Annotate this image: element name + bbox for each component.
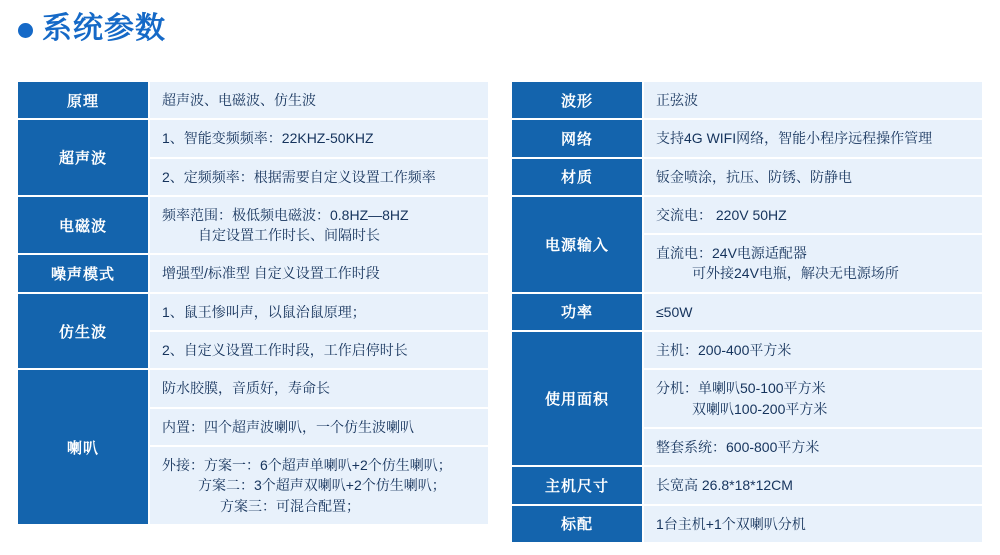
spec-cell-line: 方案二：3个超声双喇叭+2个仿生喇叭；	[198, 477, 446, 494]
spec-cell-line: 1、鼠王惨叫声，以鼠治鼠原理；	[162, 303, 366, 320]
spec-cell-line: 自定设置工作时长、间隔时长	[198, 227, 380, 244]
spec-cell-line: 外接：方案一：6个超声单喇叭+2个仿生喇叭；	[162, 456, 452, 473]
spec-row	[512, 197, 982, 294]
spec-cell-line: 交流电： 220V 50HZ	[656, 206, 787, 223]
spec-cell	[644, 120, 982, 156]
spec-row-cells	[644, 506, 982, 542]
spec-cell	[150, 370, 488, 408]
spec-row	[18, 120, 488, 197]
spec-row	[512, 467, 982, 505]
spec-cell-line: 钣金喷涂，抗压、防锈、防静电	[656, 168, 852, 185]
spec-cell	[150, 332, 488, 368]
spec-cell	[150, 159, 488, 195]
spec-cell-line: 防水胶膜，音质好，寿命长	[162, 380, 330, 397]
spec-row-label: 网络	[512, 120, 644, 156]
spec-cell	[150, 197, 488, 254]
spec-row	[18, 255, 488, 293]
spec-row-cells	[644, 82, 982, 118]
spec-row	[512, 82, 982, 120]
spec-row-cells	[644, 467, 982, 503]
spec-row-label: 原理	[18, 82, 150, 118]
spec-row-cells	[150, 370, 488, 523]
spec-cell	[150, 255, 488, 291]
spec-row-label: 仿生波	[18, 294, 150, 369]
spec-cell-line: 整套系统：600-800平方米	[656, 438, 820, 455]
spec-cell	[150, 447, 488, 524]
spec-cell-line: 方案三：可混合配置；	[220, 497, 360, 514]
spec-row-cells	[644, 332, 982, 465]
spec-cell	[150, 294, 488, 332]
spec-row	[18, 370, 488, 523]
spec-cell	[644, 467, 982, 503]
spec-cell-line: 增强型/标准型 自定义设置工作时段	[162, 265, 380, 282]
spec-cell-line: 支持4G WIFI网络，智能小程序远程操作管理	[656, 130, 933, 147]
spec-cell-line: 内置：四个超声波喇叭，一个仿生波喇叭	[162, 418, 414, 435]
spec-cell	[644, 235, 982, 292]
spec-cell-line: 长宽高 26.8*18*12CM	[656, 477, 793, 494]
spec-table-left	[18, 82, 488, 524]
spec-cell-line: 主机：200-400平方米	[656, 342, 792, 359]
spec-row-label: 使用面积	[512, 332, 644, 465]
spec-row	[18, 82, 488, 120]
spec-row	[18, 197, 488, 256]
spec-row-cells	[150, 255, 488, 291]
spec-row-cells	[644, 159, 982, 195]
spec-cell	[644, 159, 982, 195]
spec-cell	[644, 506, 982, 542]
spec-row-cells	[644, 197, 982, 292]
spec-cell-line: 超声波、电磁波、仿生波	[162, 92, 316, 108]
spec-row-cells	[150, 120, 488, 195]
spec-row	[512, 294, 982, 332]
spec-cell-line: ≤50W	[656, 303, 693, 320]
spec-cell	[644, 429, 982, 465]
spec-row	[512, 120, 982, 158]
spec-cell-line: 分机：单喇叭50-100平方米	[656, 380, 826, 397]
spec-table-right	[512, 82, 982, 542]
spec-row-label: 电源输入	[512, 197, 644, 292]
spec-cell	[150, 82, 488, 118]
spec-cell-line: 频率范围：极低频电磁波：0.8HZ—8HZ	[162, 206, 409, 223]
spec-row-label: 超声波	[18, 120, 150, 195]
spec-cell	[644, 197, 982, 235]
page-title-text: 系统参数	[42, 12, 166, 45]
spec-cell	[644, 82, 982, 118]
spec-row-cells	[150, 294, 488, 369]
spec-cell-line: 直流电：24V电源适配器	[656, 245, 807, 262]
spec-cell-line: 1、智能变频频率：22KHZ-50KHZ	[162, 130, 374, 147]
spec-row	[512, 332, 982, 467]
spec-cell-line: 1台主机+1个双喇叭分机	[656, 515, 806, 532]
spec-row	[512, 506, 982, 542]
spec-cell-line: 可外接24V电瓶，解决无电源场所	[692, 265, 899, 282]
spec-cell-line: 2、自定义设置工作时段，工作启停时长	[162, 342, 408, 359]
spec-row-cells	[644, 120, 982, 156]
spec-row-cells	[150, 197, 488, 254]
spec-cell	[644, 332, 982, 370]
spec-cell-line: 双喇叭100-200平方米	[692, 400, 828, 417]
spec-row-cells	[644, 294, 982, 330]
spec-row-label: 噪声模式	[18, 255, 150, 291]
spec-cell-line: 正弦波	[656, 92, 698, 108]
spec-row-label: 喇叭	[18, 370, 150, 523]
spec-cell	[644, 294, 982, 330]
spec-row-label: 材质	[512, 159, 644, 195]
spec-cell	[150, 409, 488, 447]
spec-row-cells	[150, 82, 488, 118]
spec-row-label: 主机尺寸	[512, 467, 644, 503]
spec-row	[512, 159, 982, 197]
spec-cell	[644, 370, 982, 429]
spec-row-label: 标配	[512, 506, 644, 542]
spec-cell-line: 2、定频频率：根据需要自定义设置工作频率	[162, 168, 436, 185]
spec-row-label: 电磁波	[18, 197, 150, 254]
page-title	[18, 14, 166, 44]
bullet-dot-icon	[18, 23, 33, 38]
spec-row	[18, 294, 488, 371]
spec-row-label: 波形	[512, 82, 644, 118]
spec-cell	[150, 120, 488, 158]
spec-row-label: 功率	[512, 294, 644, 330]
